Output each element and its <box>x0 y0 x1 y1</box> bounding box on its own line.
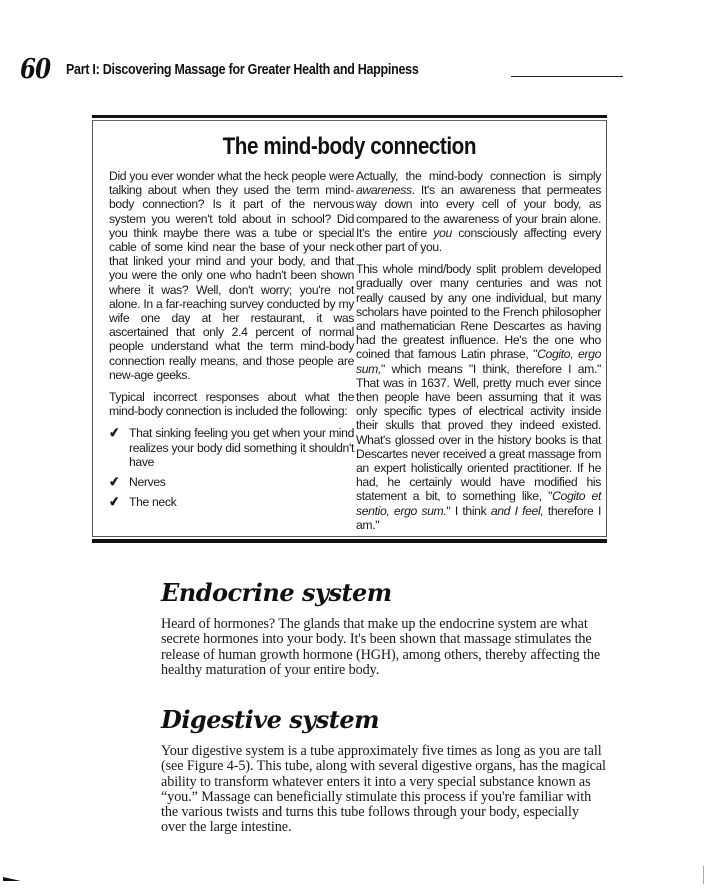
list-item <box>109 495 354 509</box>
scan-edge-mark <box>703 866 704 884</box>
section-heading: Digestive system <box>161 705 379 734</box>
page-number: 60 <box>20 54 51 85</box>
list-item <box>109 426 354 469</box>
section-body: Your digestive system is a tube approximately five times as long as you are tall (see Figure 4-5). This tube, along with several digestive organs, has the magical ability to transform whatever enters it into a very special substance known as “you.” Massage can beneficially stimulate this process if you're familiar with the various twists and turns this tube follows through your body, especially over the large intestine. <box>161 743 606 836</box>
emphasis: Cogito et sentio, ergo sum. <box>356 489 601 518</box>
section-body: Heard of hormones? The glands that make up the endocrine system are what secrete hormones into your body. It's been shown that massage stimulates the release of human growth hormone (HGH), among others, thereby affecting the healthy maturation of your entire body. <box>161 616 601 678</box>
list-item-text: The neck <box>129 495 177 510</box>
sidebar-paragraph: Actually, the mind-body connection is simply awareness. It's an awareness that permeates way down into every cell of your body, as compared to the awareness of your brain alone. It's the entire you consciously affecting every other part of you. <box>356 169 601 255</box>
sidebar-paragraph: Typical incorrect responses about what the mind-body connection is included the following: <box>109 390 354 419</box>
sidebar-right-column <box>356 169 601 540</box>
scan-edge-mark <box>3 877 21 881</box>
sidebar-left-column <box>109 169 354 515</box>
incorrect-responses-list <box>109 426 354 509</box>
emphasis: and I feel, <box>490 503 544 518</box>
section-digestive-system <box>161 706 606 836</box>
page-header <box>20 56 610 86</box>
emphasis: you <box>433 225 452 240</box>
emphasis: Cogito, ergo sum, <box>356 347 601 376</box>
header-rule <box>511 76 623 77</box>
section-endocrine-system <box>161 579 606 678</box>
section-heading: Endocrine system <box>161 578 392 607</box>
sidebar-top-rule <box>92 115 607 118</box>
checkmark-icon: ✔ <box>107 473 121 490</box>
sidebar-box <box>92 115 607 548</box>
checkmark-icon: ✔ <box>107 424 121 442</box>
sidebar-paragraph: Did you ever wonder what the heck people were talking about when they used the term mind-body connection? Is it part of the nervous system you weren't told about in school? Did you think maybe there was a tube or special cable of some kind near the base of your neck that linked your mind and your body, and that you were the only one who hadn't been shown where it was? Well, don't worry; you're not alone. In a far-reaching survey conducted by my wife one day at her restaurant, it was ascertained that only 2.4 percent of normal people understand what the term mind-body connection really means, and those people are new-age geeks. <box>109 169 354 382</box>
list-item-text: That sinking feeling you get when your mind realizes your body did something it shouldn't have <box>129 426 354 469</box>
sidebar-title: The mind-body connection <box>222 133 477 160</box>
running-head: Part I: Discovering Massage for Greater Health and Happiness <box>66 62 419 78</box>
emphasis: awareness <box>356 183 412 198</box>
list-item <box>109 475 354 489</box>
sidebar-paragraph: This whole mind/body split problem developed gradually over many centuries and was not really caused by any one individual, but many scholars have pointed to the French philosopher and mathematician Rene Descartes as having had the greatest influence. He's the one who coined that famous Latin phrase, "Cogito, ergo sum," which means "I think, therefore I am." That was in 1637. Well, pretty much ever since then people have been assuming that it was only specific types of electrical activity inside their skulls that proved they indeed existed. What's glossed over in the history books is that Descartes never received a great massage from an expert holistically oriented practitioner. If he had, he certainly would have modified his statement a bit, to something like, "Cogito et sentio, ergo sum." I think and I feel, therefore I am." <box>356 262 601 532</box>
checkmark-icon: ✔ <box>107 493 121 510</box>
list-item-text: Nerves <box>129 475 166 490</box>
